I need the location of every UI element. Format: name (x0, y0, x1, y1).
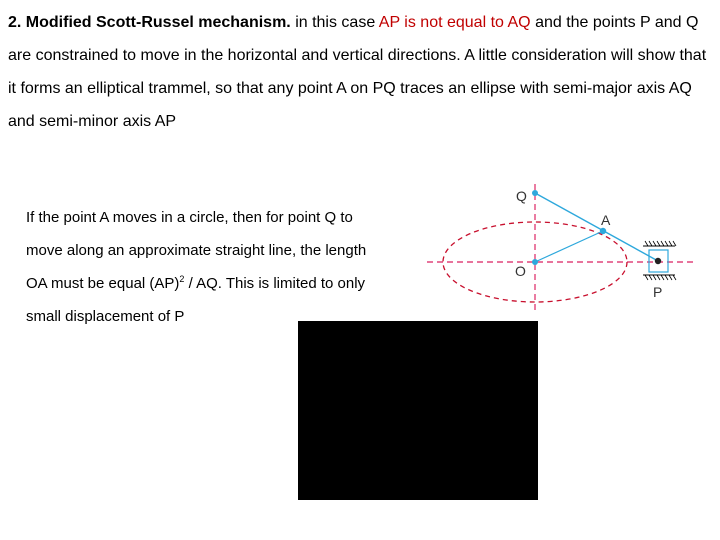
note-line-2: move along an approximate straight line, the length (26, 242, 367, 259)
note-line-4: small displacement of P (26, 308, 185, 325)
note-line-3-b: / AQ. This is limited to only (188, 275, 366, 292)
point-o (532, 259, 538, 265)
link-oa (535, 231, 603, 262)
scott-russel-diagram (425, 180, 695, 315)
note-line-3 (26, 267, 416, 300)
point-q (532, 190, 538, 196)
section-title: Modified Scott-Russel mechanism. (25, 14, 291, 31)
intro-text: in this case (295, 14, 376, 31)
section-number: 2. (8, 14, 22, 31)
black-image-placeholder (298, 321, 538, 500)
body-text: and the points P and Q are constrained to move in the horizontal and vertical directions. A little consideration will show that it forms an elliptical trammel, so that any point A on PQ traces an ellipse with semi-major axis AQ and semi-minor axis AP (8, 14, 707, 130)
main-paragraph (8, 6, 708, 138)
exponent: 2 (179, 274, 185, 284)
point-p (655, 258, 661, 264)
note-paragraph (26, 201, 416, 333)
point-a (600, 228, 606, 234)
upper-rail-hatch (645, 241, 676, 246)
note-line-3-a: OA must be equal (AP) (26, 275, 180, 292)
label-o: O (515, 263, 526, 279)
label-q: Q (516, 188, 527, 204)
lower-rail-hatch (645, 275, 676, 280)
note-line-1: If the point A moves in a circle, then for point Q to (26, 209, 353, 226)
label-p: P (653, 284, 663, 300)
highlight-text: AP is not equal to AQ (378, 14, 531, 31)
link-qp (535, 193, 658, 261)
label-a: A (601, 212, 611, 228)
